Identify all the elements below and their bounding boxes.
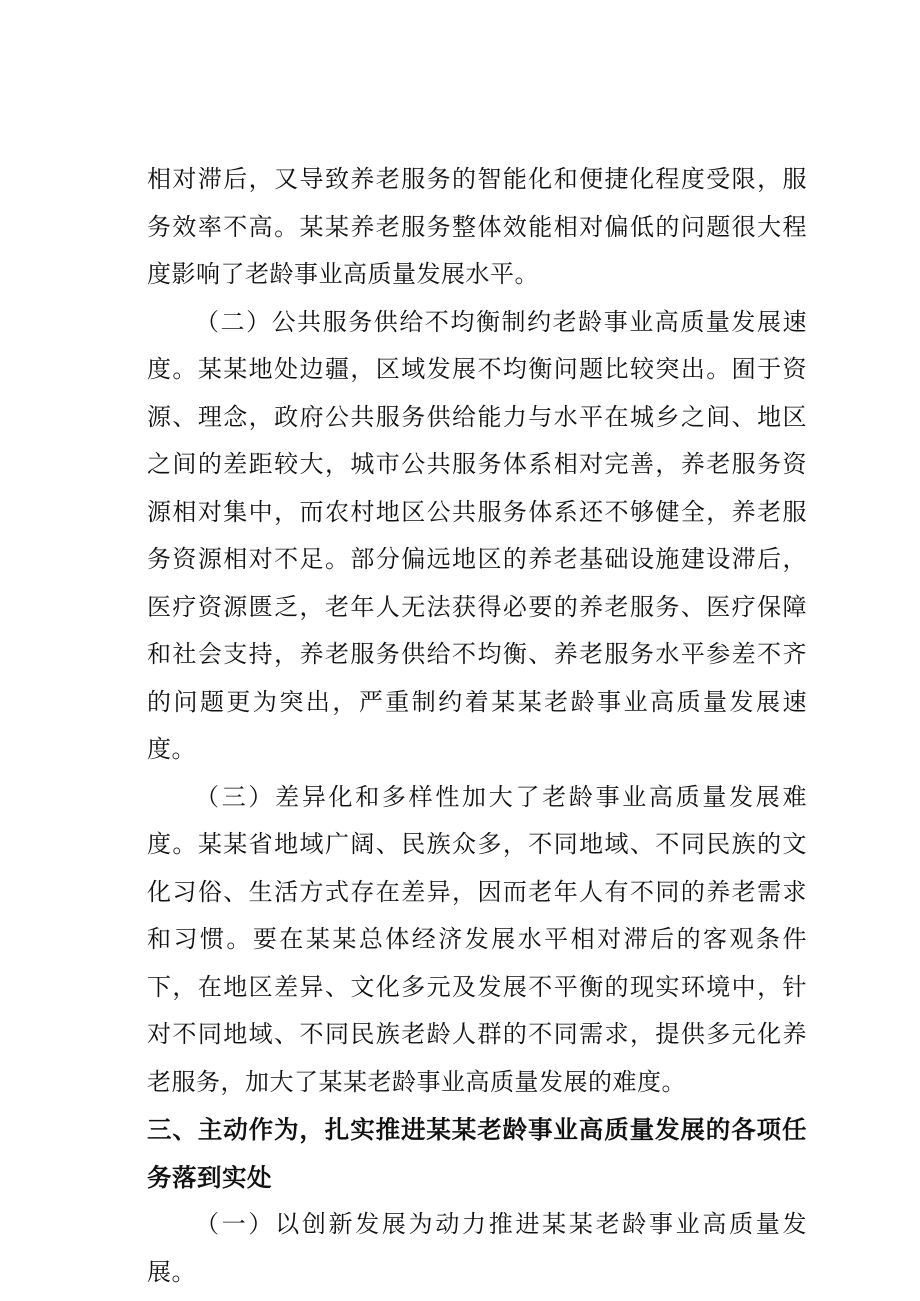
paragraph-section-2: （二）公共服务供给不均衡制约老龄事业高质量发展速度。某某地处边疆，区域发展不均衡问题比较突出。囿于资源、理念，政府公共服务供给能力与水平在城乡之间、地区之间的差距较大，城市公共服务体系相对完善，养老服务资源相对集中，而农村地区公共服务体系还不够健全，养老服务资源相对不足。部分偏远地区的养老基础设施建设滞后，医疗资源匮乏，老年人无法获得必要的养老服务、医疗保障和社会支持，养老服务供给不均衡、养老服务水平参差不齐的问题更为突出，严重制约着某某老龄事业高质量发展速度。 — [147, 307, 807, 763]
paragraph-section-3: （三）差异化和多样性加大了老龄事业高质量发展难度。某某省地域广阔、民族众多，不同地域、不同民族的文化习俗、生活方式存在差异，因而老年人有不同的养老需求和习惯。要在某某总体经济发展水平相对滞后的客观条件下，在地区差异、文化多元及发展不平衡的现实环境中，针对不同地域、不同民族老龄人群的不同需求，提供多元化养老服务，加大了某某老龄事业高质量发展的难度。 — [147, 782, 807, 1096]
document-body — [147, 156, 807, 1296]
paragraph-subsection-1: （一）以创新发展为动力推进某某老龄事业高质量发展。 — [147, 1210, 807, 1286]
paragraph-continuation: 相对滞后，又导致养老服务的智能化和便捷化程度受限，服务效率不高。某某养老服务整体效能相对偏低的问题很大程度影响了老龄事业高质量发展水平。 — [147, 165, 807, 288]
section-heading: 三、主动作为，扎实推进某某老龄事业高质量发展的各项任务落到实处 — [147, 1115, 807, 1192]
